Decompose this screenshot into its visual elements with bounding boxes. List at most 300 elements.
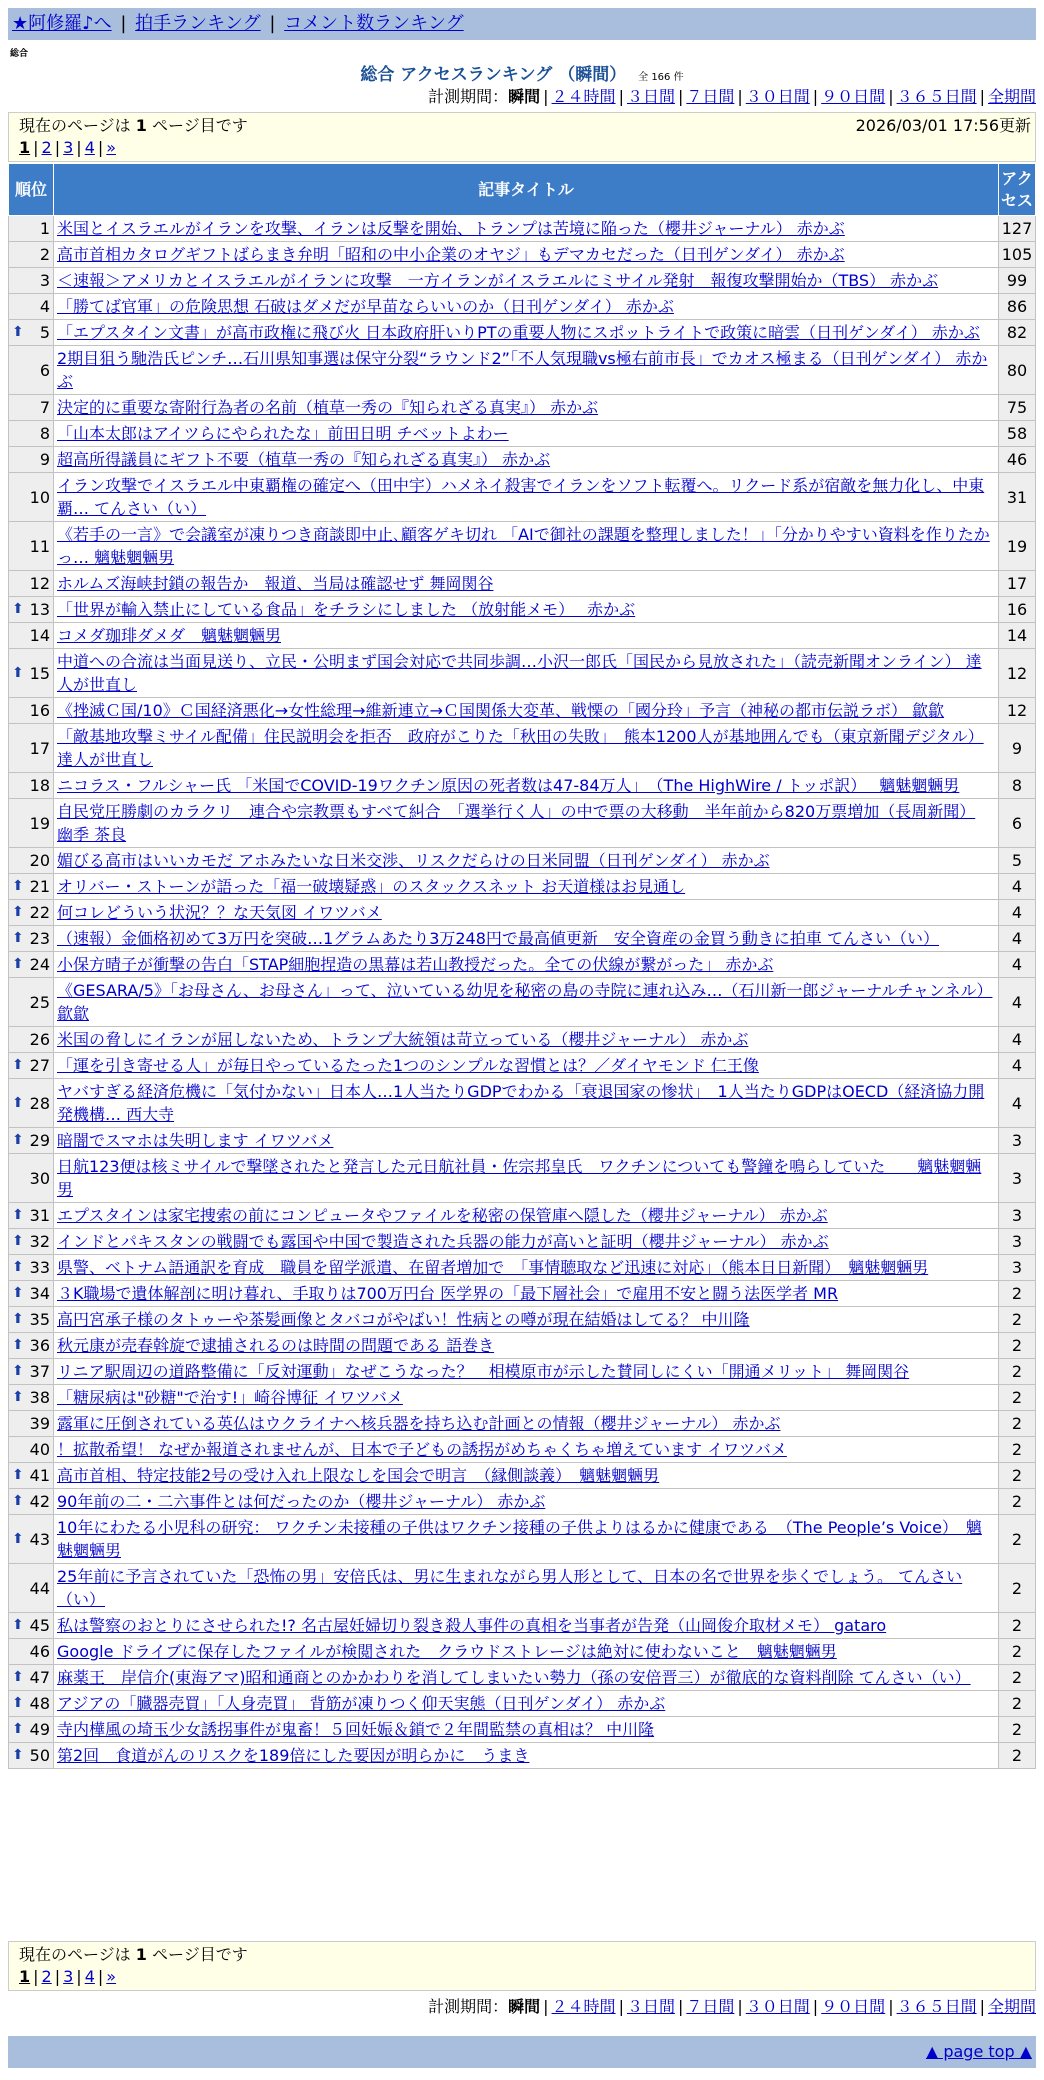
period-option-link[interactable]: ３０日間 bbox=[745, 87, 810, 106]
period-option-link[interactable]: ７日間 bbox=[686, 1997, 735, 2016]
rank-cell bbox=[9, 1564, 54, 1613]
access-count-cell: 4 bbox=[999, 900, 1036, 926]
table-row bbox=[9, 1203, 1036, 1229]
rank-up-arrow-icon: ⬆ bbox=[12, 1337, 24, 1353]
article-title-link[interactable]: リニア駅周辺の道路整備に「反対運動」なぜこうなった？ 相模原市が示した賛同しにくい「開通メリット」 舞岡関谷 bbox=[57, 1362, 910, 1381]
article-title-link[interactable]: アジアの「臓器売買」「人身売買」 背筋が凍りつく仰天実態（日刊ゲンダイ） 赤かぶ bbox=[57, 1694, 666, 1713]
page-status-prefix: 現在のページは bbox=[19, 1945, 131, 1964]
title-cell bbox=[54, 1128, 999, 1154]
article-title-link[interactable]: 25年前に予言されていた「恐怖の男」安倍氏は、男に生まれながら男人形として、日本の名で世界を歩くでしょう。 てんさい（い） bbox=[57, 1567, 963, 1609]
period-option-link[interactable]: 全期間 bbox=[987, 87, 1036, 106]
rank-cell bbox=[9, 1411, 54, 1437]
access-count-cell: 3 bbox=[999, 1203, 1036, 1229]
page-status bbox=[19, 1944, 1025, 1966]
access-count-cell: 4 bbox=[999, 1079, 1036, 1128]
table-row bbox=[9, 395, 1036, 421]
period-separator: | bbox=[543, 1997, 549, 2016]
rank-cell bbox=[9, 242, 54, 268]
access-count-cell: 19 bbox=[999, 522, 1036, 571]
title-cell bbox=[54, 294, 999, 320]
article-title-link[interactable]: 高市首相、特定技能2号の受け入れ上限なしを国会で明言 （縁側談義） 魑魅魍魎男 bbox=[57, 1466, 660, 1485]
rank-number: 40 bbox=[29, 1440, 50, 1459]
article-title-link[interactable]: 米国とイスラエルがイランを攻撃、イランは反撃を開始、トランプは苦境に陥った（櫻井ジャーナル） 赤かぶ bbox=[57, 219, 845, 238]
article-title-link[interactable]: エプスタインは家宅捜索の前にコンピュータやファイルを秘密の保管庫へ隠した（櫻井ジャーナル） 赤かぶ bbox=[57, 1206, 828, 1225]
applause-ranking-link[interactable]: 拍手ランキング bbox=[135, 13, 261, 34]
article-title-link[interactable]: 暗闇でスマホは失明します イワツバメ bbox=[57, 1131, 334, 1150]
article-title-link[interactable]: ３K職場で遺体解剖に明け暮れ、手取りは700万円台 医学界の「最下層社会」で雇用不安と闘う法医学者 MR bbox=[57, 1284, 839, 1303]
table-row bbox=[9, 724, 1036, 773]
rank-number: 38 bbox=[29, 1388, 50, 1407]
access-count-cell: 2 bbox=[999, 1665, 1036, 1691]
rank-cell bbox=[9, 294, 54, 320]
access-count-cell: 2 bbox=[999, 1564, 1036, 1613]
title-cell bbox=[54, 926, 999, 952]
rank-cell bbox=[9, 320, 54, 346]
rank-number: 49 bbox=[29, 1720, 50, 1739]
page-status-suffix: ページ目です bbox=[152, 1945, 248, 1964]
rank-cell bbox=[9, 649, 54, 698]
rank-cell bbox=[9, 1665, 54, 1691]
article-title-link[interactable]: 「敵基地攻撃ミサイル配備」住民説明会を拒否 政府がこりた「秋田の失敗」 熊本1200人が基地囲んでも（東京新聞デジタル） 達人が世直し bbox=[57, 727, 984, 769]
rank-number: 26 bbox=[29, 1030, 50, 1049]
rank-cell bbox=[9, 1437, 54, 1463]
access-count-cell: 6 bbox=[999, 799, 1036, 848]
rank-cell bbox=[9, 395, 54, 421]
access-count-cell: 2 bbox=[999, 1463, 1036, 1489]
access-count-cell: 82 bbox=[999, 320, 1036, 346]
article-title-link[interactable]: 「山本太郎はアイツらにやられたな」前田日明 チベットよわー bbox=[57, 424, 509, 443]
rank-cell bbox=[9, 1229, 54, 1255]
page-link[interactable]: » bbox=[106, 1967, 117, 1986]
rank-up-arrow-icon: ⬆ bbox=[12, 1493, 24, 1509]
title-cell bbox=[54, 1027, 999, 1053]
rank-up-arrow-icon: ⬆ bbox=[12, 930, 24, 946]
table-row bbox=[9, 1639, 1036, 1665]
rank-up-arrow-icon: ⬆ bbox=[12, 1695, 24, 1711]
period-option-link[interactable]: ７日間 bbox=[686, 87, 735, 106]
rank-cell bbox=[9, 473, 54, 522]
title-cell bbox=[54, 1515, 999, 1564]
rank-number: 39 bbox=[29, 1414, 50, 1433]
title-cell bbox=[54, 1564, 999, 1613]
rank-column-header: 順位 bbox=[9, 164, 54, 216]
period-label: 計測期間： bbox=[428, 87, 509, 106]
article-title-link[interactable]: 日航123便は核ミサイルで撃墜されたと発言した元日航社員・佐宗邦皇氏 ワクチンについても警鐘を鳴らしていた 魑魅魍魎男 bbox=[57, 1157, 982, 1199]
table-row bbox=[9, 1359, 1036, 1385]
period-option-link[interactable]: ３日間 bbox=[626, 87, 675, 106]
rank-cell bbox=[9, 1307, 54, 1333]
rank-number: 28 bbox=[29, 1093, 50, 1113]
table-row bbox=[9, 421, 1036, 447]
rank-number: 5 bbox=[39, 323, 50, 342]
rank-number: 15 bbox=[29, 663, 50, 683]
article-title-link[interactable]: コメダ珈琲ダメダ 魑魅魍魎男 bbox=[57, 626, 282, 645]
access-count-cell: 2 bbox=[999, 1717, 1036, 1743]
access-count-cell: 4 bbox=[999, 926, 1036, 952]
article-title-link[interactable]: ヤバすぎる経済危機に「気付かない」日本人…1人当たりGDPでわかる「衰退国家の惨状」 1人当たりGDPはOECD（経済協力開発機構… 西大寺 bbox=[57, 1082, 985, 1124]
rank-up-arrow-icon: ⬆ bbox=[12, 324, 24, 340]
rank-number: 50 bbox=[29, 1746, 50, 1765]
rank-cell bbox=[9, 1027, 54, 1053]
access-count-cell: 2 bbox=[999, 1281, 1036, 1307]
title-cell bbox=[54, 1333, 999, 1359]
table-row bbox=[9, 571, 1036, 597]
article-title-link[interactable]: 「世界が輸入禁止にしている食品」をチラシにしました （放射能メモ） 赤かぶ bbox=[57, 600, 636, 619]
article-title-link[interactable]: 秋元康が売春斡旋で逮捕されるのは時間の問題である 語巻き bbox=[57, 1336, 495, 1355]
access-count-cell: 5 bbox=[999, 848, 1036, 874]
page-status-current: 1 bbox=[135, 1945, 147, 1964]
access-count-cell: 99 bbox=[999, 268, 1036, 294]
article-title-link[interactable]: 「勝てば官軍」の危険思想 石破はダメだが早苗ならいいのか（日刊ゲンダイ） 赤かぶ bbox=[57, 297, 674, 316]
article-title-link[interactable]: 90年前の二・二六事件とは何だったのか（櫻井ジャーナル） 赤かぶ bbox=[57, 1492, 546, 1511]
rank-number: 42 bbox=[29, 1492, 50, 1511]
footer-bar bbox=[8, 2036, 1036, 2068]
period-option-link[interactable]: ３０日間 bbox=[745, 1997, 810, 2016]
article-title-link[interactable]: 《GESARA/5》「お母さん、お母さん」って、泣いている幼児を秘密の島の寺院に連れ込み…（石川新一郎ジャーナルチャンネル） 歙歙 bbox=[57, 981, 993, 1023]
rank-number: 44 bbox=[29, 1578, 50, 1598]
rank-cell bbox=[9, 799, 54, 848]
nav-separator: | bbox=[120, 13, 127, 34]
title-cell bbox=[54, 649, 999, 698]
rank-cell bbox=[9, 571, 54, 597]
title-cell bbox=[54, 1154, 999, 1203]
title-cell bbox=[54, 1281, 999, 1307]
rank-number: 6 bbox=[39, 360, 50, 380]
title-cell bbox=[54, 1489, 999, 1515]
page-separator: | bbox=[97, 1967, 104, 1986]
rank-number: 45 bbox=[29, 1616, 50, 1635]
access-count-cell: 2 bbox=[999, 1437, 1036, 1463]
access-count-cell: 58 bbox=[999, 421, 1036, 447]
access-count-cell: 4 bbox=[999, 952, 1036, 978]
rank-cell bbox=[9, 773, 54, 799]
table-row bbox=[9, 294, 1036, 320]
rank-number: 48 bbox=[29, 1694, 50, 1713]
article-title-link[interactable]: 麻薬王 岸信介(東海アマ)昭和通商とのかかわりを消してしまいたい勢力（孫の安倍晋三）が徹底的な資料削除 てんさい（い） bbox=[57, 1668, 971, 1687]
period-option-link[interactable]: ９０日間 bbox=[821, 1997, 886, 2016]
article-title-link[interactable]: イラン攻撃でイスラエル中東覇権の確定へ（田中宇）ハメネイ殺害でイランをソフト転覆へ。リクード系が宿敵を無力化し、中東覇… てんさい（い） bbox=[57, 476, 985, 518]
article-title-link[interactable]: 《若手の一言》で会議室が凍りつき商談即中止､顧客ゲキ切れ 「AIで御社の課題を整理しました！」｢分かりやすい資料を作りたかっ… 魑魅魍魎男 bbox=[57, 525, 990, 567]
article-title-link[interactable]: （速報）金価格初めて3万円を突破…1グラムあたり3万248円で最高値更新 安全資産の金買う動きに拍車 てんさい（い） bbox=[57, 929, 940, 948]
article-title-link[interactable]: 2期目狙う馳浩氏ピンチ…石川県知事選は保守分裂“ラウンド2”「不人気現職vs極右前市長」でカオス極まる（日刊ゲンダイ） 赤かぶ bbox=[57, 349, 988, 391]
period-option-link[interactable]: ３６５日間 bbox=[896, 87, 977, 106]
rank-number: 21 bbox=[29, 877, 50, 896]
table-row bbox=[9, 1463, 1036, 1489]
rank-up-arrow-icon: ⬆ bbox=[12, 878, 24, 894]
rank-number: 32 bbox=[29, 1232, 50, 1251]
access-count-cell: 2 bbox=[999, 1743, 1036, 1769]
article-title-link[interactable]: 私は警察のおとりにさせられた!? 名古屋妊婦切り裂き殺人事件の真相を当事者が告発（山岡俊介取材メモ） gataro bbox=[57, 1616, 887, 1635]
access-count-cell: 2 bbox=[999, 1307, 1036, 1333]
article-title-link[interactable]: 「糖尿病は"砂糖"で治す!」崎谷博征 イワツバメ bbox=[57, 1388, 403, 1407]
ranking-title-line bbox=[0, 60, 1044, 85]
rank-cell bbox=[9, 597, 54, 623]
access-count-cell: 3 bbox=[999, 1255, 1036, 1281]
table-row bbox=[9, 1489, 1036, 1515]
access-count-cell: 8 bbox=[999, 773, 1036, 799]
section-label: 総合 bbox=[10, 49, 29, 59]
rank-number: 18 bbox=[29, 776, 50, 795]
period-current: 瞬間 bbox=[508, 1997, 541, 2016]
title-cell bbox=[54, 1079, 999, 1128]
ranking-title: 総合 アクセスランキング （瞬間） bbox=[360, 65, 627, 85]
rank-number: 36 bbox=[29, 1336, 50, 1355]
rank-up-arrow-icon: ⬆ bbox=[12, 1311, 24, 1327]
rank-cell bbox=[9, 1128, 54, 1154]
rank-cell bbox=[9, 1255, 54, 1281]
comment-ranking-link[interactable]: コメント数ランキング bbox=[284, 13, 464, 34]
title-cell bbox=[54, 1691, 999, 1717]
ranking-table-body bbox=[9, 216, 1036, 1769]
rank-up-arrow-icon: ⬆ bbox=[12, 956, 24, 972]
rank-up-arrow-icon: ⬆ bbox=[12, 1132, 24, 1148]
page-top-link[interactable]: ▲ page top ▲ bbox=[925, 2042, 1032, 2061]
page-link[interactable]: 3 bbox=[63, 138, 74, 157]
rank-up-arrow-icon: ⬆ bbox=[12, 1259, 24, 1275]
period-separator: | bbox=[618, 87, 624, 106]
article-title-link[interactable]: ホルムズ海峡封鎖の報告か 報道、当局は確認せず 舞岡関谷 bbox=[57, 574, 494, 593]
period-current: 瞬間 bbox=[508, 87, 541, 106]
access-count-cell: 80 bbox=[999, 346, 1036, 395]
table-row bbox=[9, 473, 1036, 522]
article-title-link[interactable]: 高円宮承子様のタトゥーや茶髪画像とタバコがやばい！性病との噂が現在結婚はしてる？ 中川隆 bbox=[57, 1310, 750, 1329]
rank-number: 20 bbox=[29, 851, 50, 870]
table-row bbox=[9, 597, 1036, 623]
article-title-link[interactable]: 小保方晴子が衝撃の告白「STAP細胞捏造の黒幕は若山教授だった。全ての伏線が繋がった」 赤かぶ bbox=[57, 955, 774, 974]
rank-cell bbox=[9, 268, 54, 294]
table-row bbox=[9, 1027, 1036, 1053]
rank-cell bbox=[9, 952, 54, 978]
period-option-link[interactable]: ３日間 bbox=[626, 1997, 675, 2016]
rank-cell bbox=[9, 874, 54, 900]
updated-timestamp: 2026/03/01 17:56更新 bbox=[855, 116, 1031, 135]
period-separator: | bbox=[812, 1997, 819, 2016]
title-cell bbox=[54, 1437, 999, 1463]
title-cell bbox=[54, 447, 999, 473]
rank-up-arrow-icon: ⬆ bbox=[12, 1233, 24, 1249]
title-cell bbox=[54, 698, 999, 724]
page-status-prefix: 現在のページは bbox=[19, 116, 131, 135]
table-row bbox=[9, 649, 1036, 698]
access-count-cell: 46 bbox=[999, 447, 1036, 473]
title-cell bbox=[54, 1359, 999, 1385]
rank-number: 14 bbox=[29, 626, 50, 645]
title-cell bbox=[54, 242, 999, 268]
rank-number: 13 bbox=[29, 600, 50, 619]
table-row bbox=[9, 1333, 1036, 1359]
table-row bbox=[9, 522, 1036, 571]
rank-up-arrow-icon: ⬆ bbox=[12, 601, 24, 617]
table-row bbox=[9, 1229, 1036, 1255]
article-title-link[interactable]: Google ドライブに保存したファイルが検閲された クラウドストレージは絶対に使わないこと 魑魅魍魎男 bbox=[57, 1642, 837, 1661]
article-title-link[interactable]: 「エプスタイン文書」が高市政権に飛び火 日本政府肝いりPTの重要人物にスポットライトで政策に暗雲（日刊ゲンダイ） 赤かぶ bbox=[57, 323, 980, 342]
table-row bbox=[9, 1564, 1036, 1613]
page-status-suffix: ページ目です bbox=[152, 116, 248, 135]
table-row bbox=[9, 447, 1036, 473]
table-row bbox=[9, 773, 1036, 799]
rank-cell bbox=[9, 900, 54, 926]
table-row bbox=[9, 1691, 1036, 1717]
table-row bbox=[9, 698, 1036, 724]
period-separator: | bbox=[677, 87, 684, 106]
title-cell bbox=[54, 571, 999, 597]
page-link[interactable]: 4 bbox=[84, 138, 95, 157]
table-row bbox=[9, 900, 1036, 926]
table-row bbox=[9, 216, 1036, 242]
rank-number: 24 bbox=[29, 955, 50, 974]
rank-number: 37 bbox=[29, 1362, 50, 1381]
title-cell bbox=[54, 421, 999, 447]
page-separator: | bbox=[76, 138, 82, 157]
article-title-link[interactable]: 10年にわたる小児科の研究： ワクチン未接種の子供はワクチン接種の子供よりはるかに健康である （The People’s Voice） 魑魅魍魎男 bbox=[57, 1518, 982, 1560]
article-title-link[interactable]: 決定的に重要な寄附行為者の名前（植草一秀の『知られざる真実』） 赤かぶ bbox=[57, 398, 599, 417]
rank-number: 19 bbox=[29, 813, 50, 833]
article-title-link[interactable]: ニコラス・フルシャー氏 「米国でCOVID-19ワクチン原因の死者数は47-84万人」 （The HighWire / トッポ訳） 魑魅魍魎男 bbox=[57, 776, 960, 795]
access-count-cell: 127 bbox=[999, 216, 1036, 242]
period-separator: | bbox=[737, 87, 743, 106]
access-count-cell: 4 bbox=[999, 1027, 1036, 1053]
period-option-link[interactable]: ２４時間 bbox=[551, 1997, 616, 2016]
rank-up-arrow-icon: ⬆ bbox=[12, 1285, 24, 1301]
article-title-link[interactable]: インドとパキスタンの戦闘でも露国や中国で製造された兵器の能力が高いと証明（櫻井ジャーナル） 赤かぶ bbox=[57, 1232, 829, 1251]
rank-up-arrow-icon: ⬆ bbox=[12, 1747, 24, 1763]
article-title-link[interactable]: 自民党圧勝劇のカラクリ 連合や宗教票もすべて糾合 「選挙行く人」の中で票の大移動 半年前から820万票増加（長周新聞） 幽季 茶良 bbox=[57, 802, 976, 844]
rank-cell bbox=[9, 1203, 54, 1229]
table-row bbox=[9, 1053, 1036, 1079]
access-count-cell: 16 bbox=[999, 597, 1036, 623]
access-count-cell: 2 bbox=[999, 1489, 1036, 1515]
rank-cell bbox=[9, 1515, 54, 1564]
period-option-link[interactable]: ９０日間 bbox=[821, 87, 886, 106]
article-title-link[interactable]: 超高所得議員にギフト不要（植草一秀の『知られざる真実』） 赤かぶ bbox=[57, 450, 551, 469]
article-title-link[interactable]: 県警、ベトナム語通訳を育成 職員を留学派遣、在留者増加で 「事情聴取など迅速に対応」（熊本日日新聞） 魑魅魍魎男 bbox=[57, 1258, 929, 1277]
access-count-cell: 2 bbox=[999, 1691, 1036, 1717]
access-count-cell: 31 bbox=[999, 473, 1036, 522]
table-row bbox=[9, 623, 1036, 649]
table-row bbox=[9, 874, 1036, 900]
table-row bbox=[9, 1515, 1036, 1564]
page-link[interactable]: 2 bbox=[41, 1967, 52, 1986]
access-count-cell: 3 bbox=[999, 1154, 1036, 1203]
pager-top bbox=[8, 112, 1036, 162]
table-row bbox=[9, 320, 1036, 346]
article-title-link[interactable]: 《挫滅Ｃ国/10》Ｃ国経済悪化→女性総理→維新連立→Ｃ国関係大変革、戦慄の「國分玲」予言（神秘の都市伝説ラボ） 歙歙 bbox=[57, 701, 945, 720]
rank-number: 43 bbox=[29, 1529, 50, 1549]
rank-up-arrow-icon: ⬆ bbox=[12, 1057, 24, 1073]
title-cell bbox=[54, 320, 999, 346]
article-title-link[interactable]: 寺内樺風の埼玉少女誘拐事件が鬼畜！５回妊娠＆鎖で２年間監禁の真相は？ 中川隆 bbox=[57, 1720, 655, 1739]
rank-up-arrow-icon: ⬆ bbox=[12, 1721, 24, 1737]
article-title-link[interactable]: ！拡散希望！ なぜか報道されませんが、日本で子どもの誘拐がめちゃくちゃ増えています イワツバメ bbox=[57, 1440, 787, 1459]
period-separator: | bbox=[888, 1997, 894, 2016]
rank-cell bbox=[9, 848, 54, 874]
page-separator: | bbox=[54, 138, 61, 157]
rank-number: 34 bbox=[29, 1284, 50, 1303]
page-link[interactable]: » bbox=[106, 138, 117, 157]
rank-cell bbox=[9, 1717, 54, 1743]
title-cell bbox=[54, 1053, 999, 1079]
title-cell bbox=[54, 1229, 999, 1255]
rank-cell bbox=[9, 1359, 54, 1385]
page-separator: | bbox=[97, 138, 104, 157]
ashura-home-link[interactable]: ★阿修羅♪へ bbox=[12, 13, 112, 34]
page-link[interactable]: 2 bbox=[41, 138, 52, 157]
period-option-link[interactable]: ２４時間 bbox=[551, 87, 616, 106]
article-title-link[interactable]: オリバー・ストーンが語った「福一破壊疑惑」のスタックスネット お天道様はお見通し bbox=[57, 877, 686, 896]
rank-number: 11 bbox=[29, 536, 50, 556]
title-cell bbox=[54, 1613, 999, 1639]
period-option-link[interactable]: 全期間 bbox=[987, 1997, 1036, 2016]
rank-number: 31 bbox=[29, 1206, 50, 1225]
title-cell bbox=[54, 1463, 999, 1489]
article-title-link[interactable]: ＜速報＞アメリカとイスラエルがイランに攻撃 一方イランがイスラエルにミサイル発射 報復攻撃開始か（TBS） 赤かぶ bbox=[57, 271, 939, 290]
top-navigation-bar bbox=[8, 8, 1036, 40]
title-cell bbox=[54, 216, 999, 242]
article-title-link[interactable]: 高市首相カタログギフトばらまき弁明「昭和の中小企業のオヤジ」もデマカセだった（日刊ゲンダイ） 赤かぶ bbox=[57, 245, 845, 264]
title-cell bbox=[54, 1385, 999, 1411]
access-count-cell: 14 bbox=[999, 623, 1036, 649]
access-count-cell: 3 bbox=[999, 1128, 1036, 1154]
article-title-link[interactable]: 「運を引き寄せる人」が毎日やっているたった1つのシンプルな習慣とは？／ダイヤモンド 仁王像 bbox=[57, 1056, 759, 1075]
page-separator: | bbox=[33, 138, 39, 157]
period-separator: | bbox=[812, 87, 819, 106]
article-title-link[interactable]: 何コレどういう状況？？な天気図 イワツバメ bbox=[57, 903, 382, 922]
access-count-cell: 12 bbox=[999, 698, 1036, 724]
rank-number: 27 bbox=[29, 1056, 50, 1075]
rank-up-arrow-icon: ⬆ bbox=[12, 1389, 24, 1405]
period-separator: | bbox=[737, 1997, 743, 2016]
title-cell bbox=[54, 874, 999, 900]
page-separator: | bbox=[76, 1967, 82, 1986]
total-count: 全 166 件 bbox=[638, 72, 684, 83]
rank-up-arrow-icon: ⬆ bbox=[12, 904, 24, 920]
page-links bbox=[19, 137, 1025, 159]
table-row bbox=[9, 952, 1036, 978]
article-title-link[interactable]: 第2回 食道がんのリスクを189倍にした要因が明らかに うまき bbox=[57, 1746, 530, 1765]
article-title-link[interactable]: 米国の脅しにイランが屈しないため、トランプ大統領は苛立っている（櫻井ジャーナル） 赤かぶ bbox=[57, 1030, 749, 1049]
access-count-cell: 105 bbox=[999, 242, 1036, 268]
table-row bbox=[9, 1385, 1036, 1411]
article-title-link[interactable]: 露軍に圧倒されている英仏はウクライナへ核兵器を持ち込む計画との情報（櫻井ジャーナル） 赤かぶ bbox=[57, 1414, 781, 1433]
access-count-cell: 12 bbox=[999, 649, 1036, 698]
table-row bbox=[9, 346, 1036, 395]
period-separator: | bbox=[979, 1997, 985, 2016]
page-current-number: 1 bbox=[19, 1967, 31, 1986]
page-link[interactable]: 4 bbox=[84, 1967, 95, 1986]
rank-cell bbox=[9, 698, 54, 724]
rank-number: 16 bbox=[29, 701, 50, 720]
rank-cell bbox=[9, 421, 54, 447]
access-count-cell: 2 bbox=[999, 1333, 1036, 1359]
access-count-cell: 2 bbox=[999, 1639, 1036, 1665]
table-header-row bbox=[9, 164, 1036, 216]
rank-number: 22 bbox=[29, 903, 50, 922]
article-title-link[interactable]: 媚びる高市はいいカモだ アホみたいな日米交渉、リスクだらけの日米同盟（日刊ゲンダイ） 赤かぶ bbox=[57, 851, 770, 870]
table-row bbox=[9, 1281, 1036, 1307]
access-count-cell: 3 bbox=[999, 1229, 1036, 1255]
rank-cell bbox=[9, 724, 54, 773]
table-row bbox=[9, 1665, 1036, 1691]
period-option-link[interactable]: ３６５日間 bbox=[896, 1997, 977, 2016]
page-links bbox=[19, 1966, 1025, 1988]
title-cell bbox=[54, 1743, 999, 1769]
rank-cell bbox=[9, 216, 54, 242]
page-link[interactable]: 3 bbox=[63, 1967, 74, 1986]
access-count-cell: 2 bbox=[999, 1411, 1036, 1437]
article-title-link[interactable]: 中道への合流は当面見送り、立民・公明まず国会対応で共同歩調…小沢一郎氏「国民から見放された」（読売新聞オンライン） 達人が世直し bbox=[57, 652, 982, 694]
rank-number: 29 bbox=[29, 1131, 50, 1150]
rank-number: 10 bbox=[29, 487, 50, 507]
